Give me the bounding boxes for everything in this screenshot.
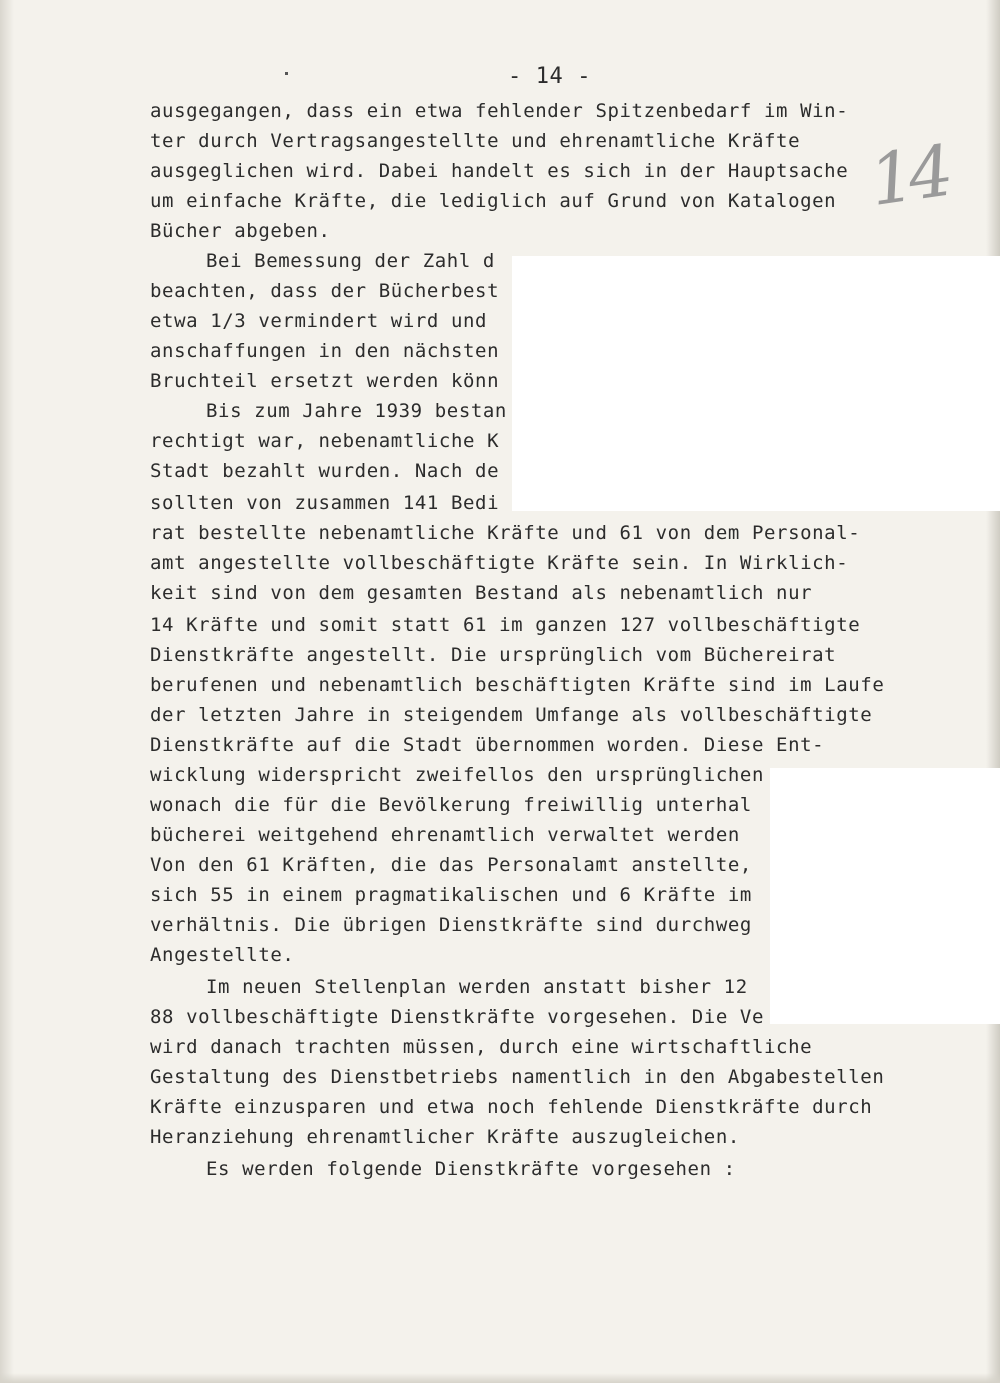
text-line: Gestaltung des Dienstbetriebs namentlich in den Abgabestellen	[150, 1066, 885, 1088]
text-line: rechtigt war, nebenamtliche K	[150, 430, 500, 452]
text-line: Angestellte.	[150, 944, 295, 966]
text-line: ausgegangen, dass ein etwa fehlender Spitzenbedarf im Win-	[150, 100, 849, 122]
page-edge-left	[0, 0, 14, 1383]
text-line: um einfache Kräfte, die lediglich auf Grund von Katalogen	[150, 190, 837, 212]
text-line: wird danach trachten müssen, durch eine wirtschaftliche	[150, 1036, 813, 1058]
page-edge-bottom	[0, 1373, 1000, 1383]
text-line: wonach die für die Bevölkerung freiwillig unterhal	[150, 794, 752, 816]
text-line: bücherei weitgehend ehrenamtlich verwaltet werden	[150, 824, 740, 846]
page-number: - 14 -	[508, 64, 592, 89]
text-line: Stadt bezahlt wurden. Nach de	[150, 460, 500, 482]
text-line: ausgeglichen wird. Dabei handelt es sich in der Hauptsache	[150, 160, 849, 182]
text-line: Dienstkräfte auf die Stadt übernommen worden. Diese Ent-	[150, 734, 825, 756]
text-line: amt angestellte vollbeschäftigte Kräfte sein. In Wirklich-	[150, 552, 849, 574]
page-edge-right	[986, 0, 1000, 1383]
text-line: 14 Kräfte und somit statt 61 im ganzen 127 vollbeschäftigte	[150, 614, 861, 636]
text-line: berufenen und nebenamtlich beschäftigten Kräfte sind im Laufe	[150, 674, 885, 696]
handwritten-page-note: 14	[864, 130, 953, 222]
text-line: Es werden folgende Dienstkräfte vorgesehen :	[206, 1158, 736, 1180]
text-line: Heranziehung ehrenamtlicher Kräfte auszugleichen.	[150, 1126, 740, 1148]
redaction-block	[512, 256, 1000, 511]
text-line: verhältnis. Die übrigen Dienstkräfte sind durchweg	[150, 914, 752, 936]
text-line: Bis zum Jahre 1939 bestan	[206, 400, 507, 422]
text-line: wicklung widerspricht zweifellos den ursprünglichen	[150, 764, 764, 786]
text-line: keit sind von dem gesamten Bestand als nebenamtlich nur	[150, 582, 813, 604]
text-line: ter durch Vertragsangestellte und ehrenamtliche Kräfte	[150, 130, 801, 152]
text-line: sollten von zusammen 141 Bedi	[150, 492, 500, 514]
text-line: rat bestellte nebenamtliche Kräfte und 61 von dem Personal-	[150, 522, 861, 544]
text-line: Bruchteil ersetzt werden könn	[150, 370, 500, 392]
text-line: beachten, dass der Bücherbest	[150, 280, 500, 302]
text-line: etwa 1/3 vermindert wird und	[150, 310, 488, 332]
text-line: Bücher abgeben.	[150, 220, 331, 242]
text-line: Im neuen Stellenplan werden anstatt bisher 12	[206, 976, 748, 998]
text-line: Bei Bemessung der Zahl d	[206, 250, 495, 272]
text-line: Kräfte einzusparen und etwa noch fehlende Dienstkräfte durch	[150, 1096, 873, 1118]
text-line: anschaffungen in den nächsten	[150, 340, 500, 362]
redaction-block	[770, 768, 1000, 1024]
text-line: Von den 61 Kräften, die das Personalamt anstellte,	[150, 854, 752, 876]
text-line: der letzten Jahre in steigendem Umfange als vollbeschäftigte	[150, 704, 873, 726]
text-line: 88 vollbeschäftigte Dienstkräfte vorgesehen. Die Ve	[150, 1006, 764, 1028]
ink-mark	[285, 72, 288, 75]
text-line: sich 55 in einem pragmatikalischen und 6 Kräfte im	[150, 884, 752, 906]
text-line: Dienstkräfte angestellt. Die ursprünglich vom Büchereirat	[150, 644, 837, 666]
